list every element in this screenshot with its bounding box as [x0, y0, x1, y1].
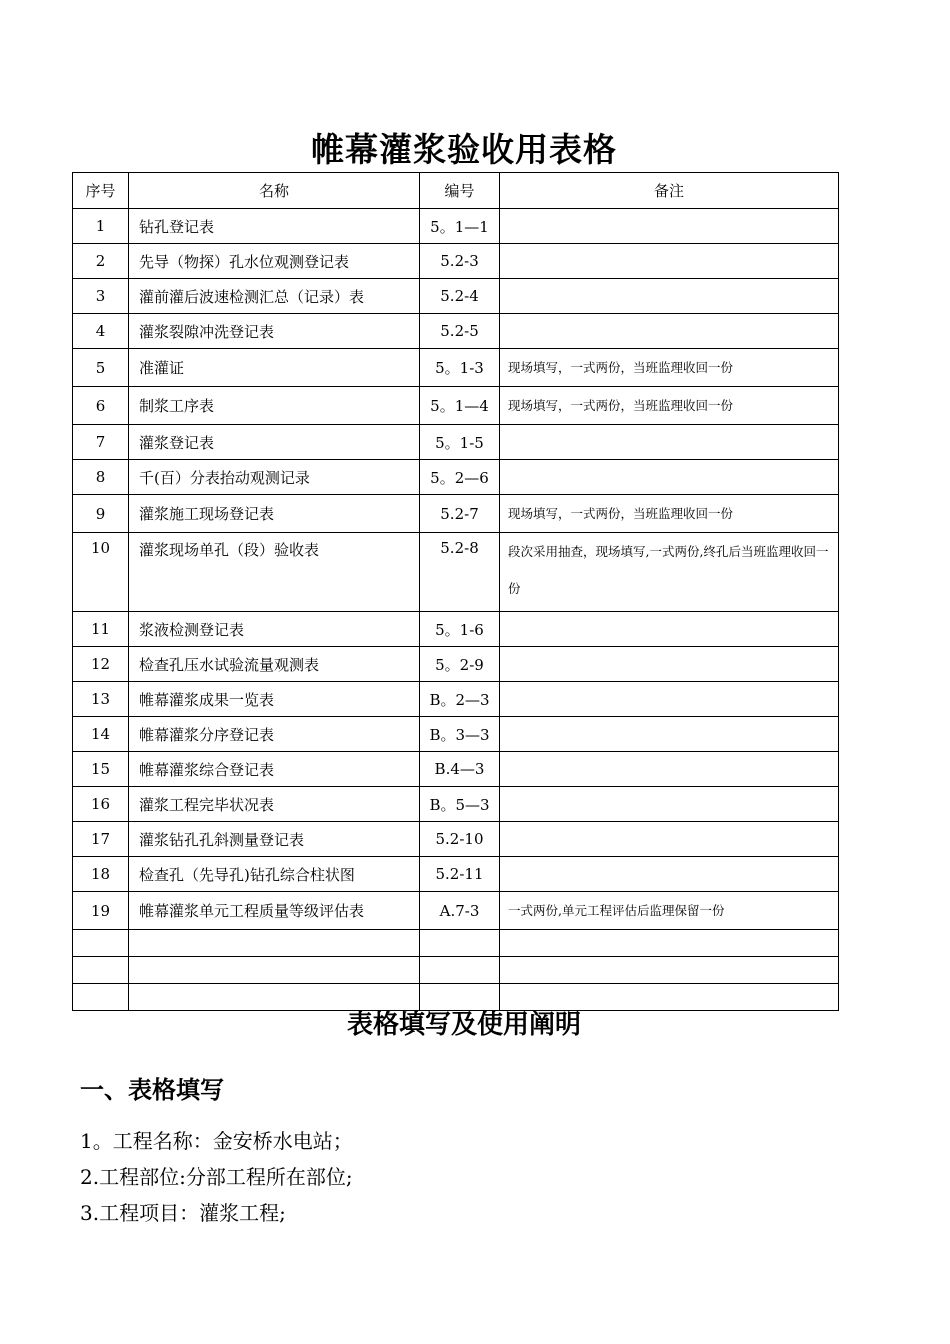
cell-name: 检查孔压水试验流量观测表 [129, 647, 420, 682]
cell-name [129, 957, 420, 984]
table-row [73, 209, 839, 244]
cell-name: 帷幕灌浆单元工程质量等级评估表 [129, 892, 420, 930]
cell-name: 帷幕灌浆成果一览表 [129, 682, 420, 717]
cell-code: 5。2—6 [420, 460, 500, 495]
header-remark: 备注 [500, 173, 839, 209]
table-row [73, 279, 839, 314]
page-title: 帷幕灌浆验收用表格 [311, 130, 617, 169]
paragraph-project-item: 3.工程项目：灌浆工程; [80, 1201, 286, 1225]
cell-no: 18 [73, 857, 129, 892]
table-row [73, 892, 839, 930]
cell-no: 6 [73, 387, 129, 425]
cell-remark: 一式两份,单元工程评估后监理保留一份 [500, 892, 839, 930]
table-row [73, 425, 839, 460]
cell-code: 5。1—4 [420, 387, 500, 425]
cell-remark: 现场填写，一式两份，当班监理收回一份 [500, 495, 839, 533]
cell-name: 帷幕灌浆分序登记表 [129, 717, 420, 752]
cell-code: 5。1-3 [420, 349, 500, 387]
cell-no [73, 930, 129, 957]
cell-code [420, 957, 500, 984]
cell-name: 灌浆钻孔孔斜测量登记表 [129, 822, 420, 857]
cell-remark: 现场填写，一式两份，当班监理收回一份 [500, 349, 839, 387]
cell-name: 准灌证 [129, 349, 420, 387]
table-row [73, 717, 839, 752]
cell-code: 5.2-7 [420, 495, 500, 533]
cell-code: 5.2-3 [420, 244, 500, 279]
cell-code: 5.2-4 [420, 279, 500, 314]
table-row [73, 387, 839, 425]
table-row [73, 857, 839, 892]
cell-remark [500, 314, 839, 349]
table-row [73, 957, 839, 984]
cell-code [420, 930, 500, 957]
cell-code: 5。2-9 [420, 647, 500, 682]
cell-no: 1 [73, 209, 129, 244]
cell-remark [500, 682, 839, 717]
cell-name: 制浆工序表 [129, 387, 420, 425]
table-row [73, 314, 839, 349]
header-code: 编号 [420, 173, 500, 209]
cell-no: 10 [73, 533, 129, 612]
cell-remark [500, 279, 839, 314]
cell-no: 13 [73, 682, 129, 717]
cell-remark [500, 930, 839, 957]
cell-name: 千(百）分表抬动观测记录 [129, 460, 420, 495]
header-no: 序号 [73, 173, 129, 209]
cell-remark [500, 460, 839, 495]
cell-no: 7 [73, 425, 129, 460]
header-name: 名称 [129, 173, 420, 209]
cell-name: 先导（物探）孔水位观测登记表 [129, 244, 420, 279]
cell-no [73, 957, 129, 984]
table-row [73, 682, 839, 717]
table-row [73, 930, 839, 957]
cell-remark [500, 822, 839, 857]
section-heading: 一、表格填写 [80, 1076, 224, 1104]
cell-code: 5。1—1 [420, 209, 500, 244]
table-row [73, 349, 839, 387]
cell-remark [500, 425, 839, 460]
cell-remark [500, 612, 839, 647]
cell-code: B。5—3 [420, 787, 500, 822]
table-row [73, 752, 839, 787]
cell-no: 12 [73, 647, 129, 682]
cell-name: 帷幕灌浆综合登记表 [129, 752, 420, 787]
cell-remark [500, 957, 839, 984]
cell-code: 5.2-11 [420, 857, 500, 892]
table-row [73, 533, 839, 612]
cell-no: 17 [73, 822, 129, 857]
cell-code: 5.2-10 [420, 822, 500, 857]
cell-remark [500, 209, 839, 244]
cell-no: 9 [73, 495, 129, 533]
cell-remark [500, 647, 839, 682]
table-row [73, 244, 839, 279]
paragraph-project-location: 2.工程部位:分部工程所在部位; [80, 1165, 353, 1189]
cell-code: 5.2-8 [420, 533, 500, 612]
cell-remark: 段次采用抽查，现场填写,一式两份,终孔后当班监理收回一份 [500, 533, 839, 612]
cell-name: 灌浆现场单孔（段）验收表 [129, 533, 420, 612]
table-row [73, 495, 839, 533]
cell-name: 钻孔登记表 [129, 209, 420, 244]
cell-name: 灌浆工程完毕状况表 [129, 787, 420, 822]
cell-remark: 现场填写，一式两份，当班监理收回一份 [500, 387, 839, 425]
cell-no: 11 [73, 612, 129, 647]
cell-no: 8 [73, 460, 129, 495]
table-header-row [73, 173, 839, 209]
cell-remark [500, 787, 839, 822]
cell-no: 14 [73, 717, 129, 752]
cell-code: B.4—3 [420, 752, 500, 787]
table-row [73, 647, 839, 682]
cell-no: 4 [73, 314, 129, 349]
cell-no: 2 [73, 244, 129, 279]
cell-code: 5.2-5 [420, 314, 500, 349]
cell-name: 检查孔（先导孔)钻孔综合柱状图 [129, 857, 420, 892]
cell-no: 15 [73, 752, 129, 787]
cell-code: 5。1-5 [420, 425, 500, 460]
cell-name: 灌浆施工现场登记表 [129, 495, 420, 533]
table-row [73, 822, 839, 857]
table-body [73, 209, 839, 1011]
cell-name [129, 930, 420, 957]
section-title: 表格填写及使用阐明 [346, 1010, 581, 1040]
cell-no: 19 [73, 892, 129, 930]
cell-code: A.7-3 [420, 892, 500, 930]
cell-remark [500, 717, 839, 752]
forms-table [72, 172, 839, 1011]
cell-code: B。2—3 [420, 682, 500, 717]
paragraph-project-name: 1。工程名称：金安桥水电站； [80, 1129, 353, 1153]
table-row [73, 460, 839, 495]
cell-remark [500, 244, 839, 279]
table-row [73, 787, 839, 822]
cell-name: 浆液检测登记表 [129, 612, 420, 647]
cell-code: 5。1-6 [420, 612, 500, 647]
cell-name: 灌前灌后波速检测汇总（记录）表 [129, 279, 420, 314]
cell-code: B。3—3 [420, 717, 500, 752]
cell-remark [500, 752, 839, 787]
cell-name: 灌浆裂隙冲洗登记表 [129, 314, 420, 349]
cell-no: 3 [73, 279, 129, 314]
cell-no: 5 [73, 349, 129, 387]
cell-name: 灌浆登记表 [129, 425, 420, 460]
table-row [73, 612, 839, 647]
cell-no: 16 [73, 787, 129, 822]
cell-remark [500, 857, 839, 892]
